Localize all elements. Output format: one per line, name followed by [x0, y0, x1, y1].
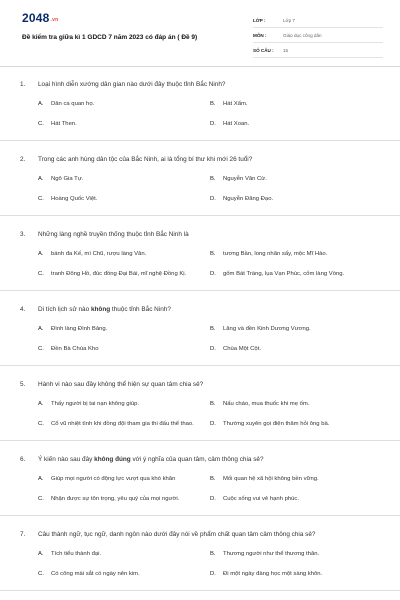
option-letter: D. — [210, 345, 216, 352]
option-text: Mối quan hệ xã hội không bền vững. — [223, 475, 319, 482]
question-stem — [20, 455, 380, 464]
option-letter: A. — [38, 325, 44, 332]
option-letter: A. — [38, 475, 44, 482]
option-letter: B. — [210, 400, 216, 407]
meta-row — [253, 28, 383, 43]
answer-option[interactable] — [210, 117, 382, 131]
meta-label: MÔN : — [253, 32, 267, 38]
question-stem — [20, 155, 380, 164]
option-text: Cuộc sống vui vẻ hạnh phúc. — [223, 495, 299, 502]
option-letter: D. — [210, 495, 216, 502]
question-number: 5. — [20, 381, 26, 388]
option-letter: B. — [210, 175, 216, 182]
question-text-after: với ý nghĩa của quan tâm, cảm thông chia sẻ? — [130, 456, 264, 463]
answer-option[interactable] — [38, 322, 210, 336]
option-text: Thương người như thể thương thân. — [223, 550, 320, 557]
option-text: Đi một ngày đàng học một sàng khôn. — [223, 570, 323, 577]
answer-option[interactable] — [38, 417, 210, 431]
answer-option[interactable] — [210, 97, 382, 111]
option-text: Dân ca quan họ. — [51, 100, 95, 107]
option-letter: C. — [38, 270, 44, 277]
question-number: 2. — [20, 156, 26, 163]
answer-option[interactable] — [210, 322, 382, 336]
option-text: Đình làng Đình Bảng. — [51, 325, 108, 332]
site-logo[interactable] — [22, 11, 58, 25]
question-text-before: Hành vi nào sau đây không thể hiện sự quan tâm chia sẻ? — [38, 381, 204, 388]
answer-option[interactable] — [210, 247, 382, 261]
option-letter: A. — [38, 175, 44, 182]
option-text: Thường xuyên gọi điện thăm hỏi ông bà. — [223, 420, 330, 427]
answer-option[interactable] — [210, 342, 382, 356]
answer-option[interactable] — [38, 97, 210, 111]
logo-main: 2048 — [22, 11, 50, 25]
question-text-before: Câu thành ngữ, tục ngữ, danh ngôn nào dưới đây nói về phẩm chất quan tâm cảm thông chia sẻ? — [38, 531, 316, 538]
option-text: Lăng và đền Kinh Dương Vương. — [223, 325, 311, 332]
option-letter: C. — [38, 570, 44, 577]
question-number: 7. — [20, 531, 26, 538]
option-letter: B. — [210, 250, 216, 257]
option-letter: D. — [210, 570, 216, 577]
option-letter: A. — [38, 400, 44, 407]
option-text: Nguyễn Đăng Đạo. — [223, 195, 274, 202]
question-stem — [20, 530, 380, 539]
option-text: Hát Xẩm. — [223, 100, 248, 107]
option-text: Cổ vũ nhiệt tình khi đồng đội tham gia thi đấu thể thao. — [51, 420, 194, 427]
question-stem — [20, 80, 380, 89]
option-text: Nhận được sự tôn trọng, yêu quý của mọi người. — [51, 495, 180, 502]
answer-option[interactable] — [210, 567, 382, 581]
answer-option[interactable] — [38, 472, 210, 486]
option-letter: A. — [38, 100, 44, 107]
answer-option[interactable] — [210, 492, 382, 506]
question-text — [38, 380, 380, 389]
answer-option[interactable] — [38, 567, 210, 581]
meta-label: LỚP : — [253, 17, 266, 23]
meta-row — [253, 43, 383, 58]
question-text-emphasis: không — [90, 306, 111, 313]
question-stem — [20, 230, 380, 239]
question-number: 1. — [20, 81, 26, 88]
answer-option[interactable] — [38, 397, 210, 411]
question-block — [0, 216, 400, 291]
meta-value: 15 — [283, 47, 289, 53]
answer-option[interactable] — [38, 192, 210, 206]
answer-option[interactable] — [38, 342, 210, 356]
page-header — [0, 0, 400, 67]
option-letter: A. — [38, 550, 44, 557]
question-block — [0, 366, 400, 441]
answer-option[interactable] — [38, 247, 210, 261]
question-block — [0, 291, 400, 366]
option-letter: C. — [38, 345, 44, 352]
question-stem — [20, 305, 380, 314]
option-letter: D. — [210, 420, 216, 427]
question-number: 4. — [20, 306, 26, 313]
answer-options — [38, 397, 380, 431]
answer-options — [38, 247, 380, 281]
answer-options — [38, 322, 380, 356]
option-text: Giúp mọi người có động lực vượt qua khó khăn — [51, 475, 176, 482]
answer-options — [38, 472, 380, 506]
question-text — [38, 455, 380, 464]
answer-option[interactable] — [210, 267, 382, 281]
option-letter: B. — [210, 325, 216, 332]
option-text: gốm Bát Tràng, lụa Vạn Phúc, cốm làng Vòng. — [223, 270, 345, 277]
answer-option[interactable] — [210, 472, 382, 486]
question-text-before: Trong các anh hùng dân tộc của Bắc Ninh, ai là tổng bí thư khi mới 26 tuổi? — [38, 156, 253, 163]
question-text-emphasis: không đúng — [94, 456, 131, 463]
question-number: 3. — [20, 231, 26, 238]
answer-option[interactable] — [38, 492, 210, 506]
option-text: Chùa Một Cột. — [223, 345, 261, 352]
answer-options — [38, 172, 380, 206]
answer-option[interactable] — [38, 267, 210, 281]
option-letter: C. — [38, 420, 44, 427]
question-text — [38, 230, 380, 239]
question-text-before: Ý kiến nào sau đây — [38, 456, 95, 463]
question-number: 6. — [20, 456, 26, 463]
question-text — [38, 530, 380, 539]
question-text — [38, 155, 380, 164]
exam-meta-panel — [253, 13, 383, 58]
question-text-before: Những làng nghề truyền thống thuộc tỉnh Bắc Ninh là — [38, 231, 189, 238]
option-letter: C. — [38, 195, 44, 202]
option-letter: D. — [210, 120, 216, 127]
option-text: Nấu cháo, mua thuốc khi mẹ ốm. — [223, 400, 310, 407]
option-text: bánh đa Kế, mì Chũ, rượu làng Vân. — [51, 250, 147, 257]
option-text: Ngô Gia Tự. — [51, 175, 84, 182]
question-block — [0, 66, 400, 141]
option-letter: B. — [210, 100, 216, 107]
question-list — [0, 66, 400, 591]
answer-option[interactable] — [38, 547, 210, 561]
question-text-after: thuộc tỉnh Bắc Ninh? — [110, 306, 171, 313]
option-text: Thấy người bị tai nạn không giúp. — [51, 400, 140, 407]
option-text: tương Bần, long nhãn sấy, mộc Mĩ Hào. — [223, 250, 328, 257]
meta-row — [253, 13, 383, 28]
option-text: Nguyễn Văn Cừ. — [223, 175, 267, 182]
answer-option[interactable] — [210, 192, 382, 206]
option-letter: A. — [38, 250, 44, 257]
option-letter: D. — [210, 195, 216, 202]
option-letter: C. — [38, 120, 44, 127]
option-letter: D. — [210, 270, 216, 277]
answer-option[interactable] — [38, 117, 210, 131]
answer-options — [38, 97, 380, 131]
option-text: Hát Then. — [51, 120, 77, 127]
answer-option[interactable] — [38, 172, 210, 186]
option-text: Đền Bà Chúa Kho — [51, 345, 99, 352]
logo-tld: .vn — [50, 17, 59, 23]
page-title: Đề kiểm tra giữa kì 1 GDCD 7 năm 2023 có đáp án ( Đề 9) — [22, 34, 198, 41]
question-text — [38, 80, 380, 89]
answer-option[interactable] — [210, 172, 382, 186]
question-block — [0, 516, 400, 591]
question-stem — [20, 380, 380, 389]
meta-value: Giáo dục công dân — [283, 32, 322, 38]
question-block — [0, 441, 400, 516]
answer-option[interactable] — [210, 417, 382, 431]
option-letter: B. — [210, 550, 216, 557]
option-text: Tích tiểu thành đại. — [51, 550, 102, 557]
meta-value: Lớp 7 — [283, 17, 295, 23]
option-text: Hát Xoan. — [223, 120, 250, 127]
option-text: tranh Đông Hồ, đúc đồng Đại Bái, mĩ nghệ Đồng Kị. — [51, 270, 187, 277]
question-text-before: Di tích lịch sử nào — [38, 306, 91, 313]
option-letter: C. — [38, 495, 44, 502]
option-text: Hoàng Quốc Việt. — [51, 195, 98, 202]
question-text — [38, 305, 380, 314]
option-text: Có công mài sắt có ngày nên kim. — [51, 570, 140, 577]
option-letter: B. — [210, 475, 216, 482]
answer-option[interactable] — [210, 397, 382, 411]
question-text-before: Loại hình diễn xướng dân gian nào dưới đây thuộc tỉnh Bắc Ninh? — [38, 81, 226, 88]
answer-options — [38, 547, 380, 581]
answer-option[interactable] — [210, 547, 382, 561]
question-block — [0, 141, 400, 216]
meta-label: SỐ CÂU : — [253, 47, 274, 53]
